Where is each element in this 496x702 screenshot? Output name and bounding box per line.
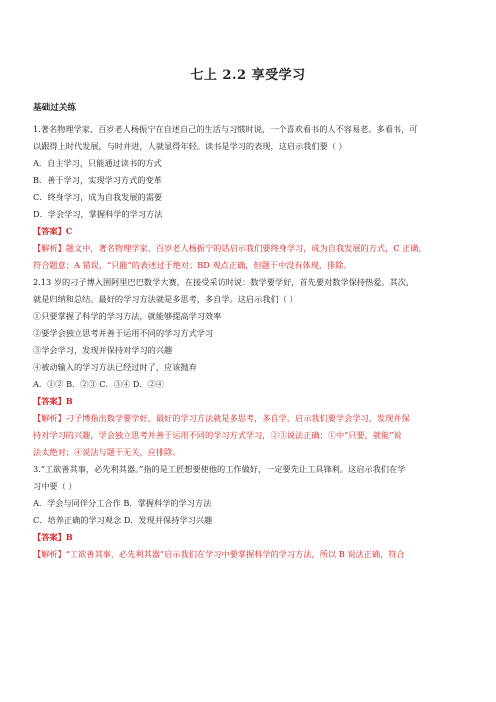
q2-explanation-line-1: 【解析】刁子博指出数学要学好，最好的学习方法就是多思考，多自学，启示我们要学会学习，发现并保: [33, 413, 410, 423]
q1-stem-line-1: 1.著名物理学家、百岁老人杨振宁在自述自己的生活与习惯时说，一个喜欢看书的人不容易老。多看书，可: [33, 124, 418, 134]
q1-explanation-line-1: 【解析】题文中，著名物理学家、百岁老人杨振宁的话启示我们要终身学习，成为自我发展的方式，C 正确，: [33, 243, 427, 253]
q3-stem-line-2: 习中要（ ）: [33, 481, 77, 491]
q2-explanation-line-2: 持对学习的兴趣，学会独立思考并善于运用不同的学习方式学习，②③说法正确；①中“只要，就能”说: [33, 430, 402, 440]
q3-stem-line-1: 3.“工欲善其事，必先利其器。”指的是工匠想要使他的工作做好，一定要先让工具锋利。这启示我们在学: [33, 464, 406, 474]
q2-statement-4: ④被动输入的学习方法已经过时了，应该抛弃: [33, 362, 197, 372]
q1-option-c: C．终身学习，成为自我发展的需要: [33, 192, 163, 202]
q3-options-ab: A．学会与同伴分工合作 B．掌握科学的学习方法: [33, 498, 212, 508]
q3-explanation-line-1: 【解析】“工欲善其事，必先利其器”启示我们在学习中要掌握科学的学习方法，所以 B 说法正确，符合: [33, 549, 405, 559]
question-1: [33, 121, 463, 274]
q2-explanation-line-3: 法太绝对；④说法与题干无关，应排除。: [33, 447, 181, 457]
q1-option-d: D．学会学习，掌握科学的学习方法: [33, 209, 163, 219]
q1-explanation-line-2: 符合题意；A 错误，“只能”的表述过于绝对；BD 观点正确，但题干中没有体现，排除。: [33, 260, 352, 270]
question-2: [33, 274, 463, 461]
q2-statement-2: ②要学会独立思考并善于运用不同的学习方式学习: [33, 328, 214, 338]
q3-answer: 【答案】B: [33, 532, 73, 542]
q1-answer: 【答案】C: [33, 226, 73, 236]
q2-stem-line-1: 2.13 岁的刁子博入围阿里巴巴数学大赛，在接受采访时说：数学要学好，首先要对数学保持热爱。其次，: [33, 277, 415, 287]
page-title: 七上 2.2 享受学习: [190, 68, 306, 83]
q2-answer: 【答案】B: [33, 396, 73, 406]
q1-option-b: B．善于学习，实现学习方式的变革: [33, 175, 162, 185]
q2-statement-1: ①只要掌握了科学的学习方法，就能够提高学习效率: [33, 311, 222, 321]
q1-option-a: A．自主学习，只能通过读书的方式: [33, 158, 162, 168]
q2-stem-line-2: 就是归纳和总结。最好的学习方法就是多思考，多自学。这启示我们（ ）: [33, 294, 298, 304]
question-3: [33, 461, 463, 563]
q1-stem-line-2: 以跟得上时代发展，与时并进，人就显得年轻。读书是学习的表现，这启示我们要（ ）: [33, 141, 347, 151]
section-heading: 基础过关练: [33, 103, 76, 113]
q2-choices: A．①② B．②③ C．③④ D．②④: [33, 379, 164, 389]
document-body: [33, 100, 463, 563]
q3-options-cd: C．培养正确的学习观念 D．发现并保持学习兴趣: [33, 515, 213, 525]
q2-statement-3: ③学会学习，发现并保持对学习的兴趣: [33, 345, 173, 355]
